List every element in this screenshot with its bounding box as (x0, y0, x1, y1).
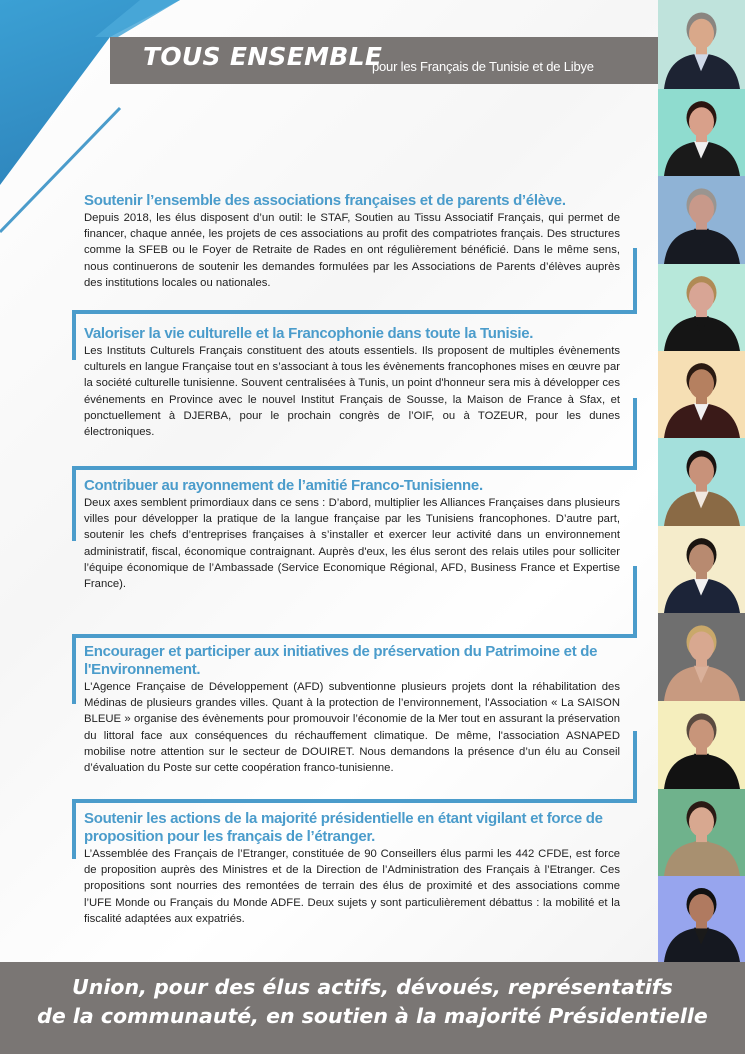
person-photo-icon (658, 264, 745, 351)
section-associations (84, 192, 620, 291)
portrait-1 (658, 0, 745, 90)
section-title: Soutenir l’ensemble des associations françaises et de parents d’élève. (84, 192, 566, 209)
person-photo-icon (658, 613, 745, 701)
portrait-strip (658, 0, 745, 962)
person-photo-icon (658, 789, 745, 876)
portrait-11 (658, 876, 745, 963)
page-subtitle: pour les Français de Tunisie et de Libye (372, 59, 594, 74)
bracket-right (633, 731, 637, 803)
bracket-left (72, 466, 76, 541)
section-body: Les Instituts Culturels Français constituent des atouts essentiels. Ils proposent de multiples évènements culturels en langue Française tout en s’associant à tous les évènements francophones mises en œuvre par la société culturelle tunisienne. Souvent centralisées à Tunis, un point d'honneur sera mis à développer ces événements en Province avec le nouvel Institut Français de Sousse, la Maison de France à Sfax, et ponctuellement à DJERBA, pour le prochain congrès de l’OIF, ou à TOZEUR, pour les dunes électroniques. (84, 345, 620, 439)
portrait-5 (658, 351, 745, 439)
bracket-divider (72, 799, 637, 803)
person-photo-icon (658, 876, 745, 962)
person-photo-icon (658, 351, 745, 438)
section-culture (84, 325, 620, 440)
footer-line-2: de la communauté, en soutien à la majorité Présidentielle (37, 1004, 708, 1028)
bracket-right (633, 248, 637, 313)
bracket-divider (72, 634, 637, 638)
section-title: Encourager et participer aux initiatives de préservation du Patrimoine et de l'Environnement. (84, 643, 598, 678)
portrait-4 (658, 264, 745, 352)
portrait-6 (658, 438, 745, 527)
section-title: Soutenir les actions de la majorité présidentielle en étant vigilant et force de proposition pour les français de l’étranger. (84, 810, 603, 845)
portrait-8 (658, 613, 745, 702)
person-photo-icon (658, 526, 745, 613)
portrait-7 (658, 526, 745, 614)
bracket-left (72, 799, 76, 859)
section-title: Contribuer au rayonnement de l’amitié Franco-Tunisienne. (84, 477, 483, 494)
bracket-right (633, 566, 637, 638)
footer-line-1: Union, pour des élus actifs, dévoués, représentatifs (72, 975, 673, 999)
bracket-right (633, 398, 637, 470)
section-friendship (84, 477, 620, 592)
page-title: TOUS ENSEMBLE (143, 42, 383, 71)
section-body: Depuis 2018, les élus disposent d’un outil: le STAF, Soutien au Tissu Associatif Français, qui permet de financer, chaque année, les projets de ces associations au profit des compatriotes français. Des structures comme la SFEB ou le Foyer de Retraite de Rades en ont régulièrement bénéficié. Dans le même sens, nous continuerons de soutenir les demandes formulées par les Associations de Parents d’élèves auprès des institutions locales ou nationales. (84, 212, 620, 289)
portrait-9 (658, 701, 745, 790)
bracket-left (72, 310, 76, 360)
portrait-10 (658, 789, 745, 877)
footer-slogan (0, 973, 745, 1031)
bracket-left (72, 634, 76, 704)
section-heritage (84, 643, 620, 776)
bracket-divider (72, 466, 637, 470)
portrait-3 (658, 176, 745, 265)
bracket-divider (72, 310, 637, 314)
person-photo-icon (658, 176, 745, 264)
person-photo-icon (658, 0, 745, 89)
section-title: Valoriser la vie culturelle et la Francophonie dans toute la Tunisie. (84, 325, 534, 342)
person-photo-icon (658, 701, 745, 789)
person-photo-icon (658, 89, 745, 176)
section-body: Deux axes semblent primordiaux dans ce sens : D’abord, multiplier les Alliances Françaises dans plusieurs villes pour développer la pratique de la langue française par les Tunisiens francophones. D’autre part, soutenir les chefs d’entreprises françaises à s’installer et exercer leur activité dans un environnement administratif, fiscal, économique contraignant. Auprès d'eux, les élus seront des relais utiles pour solliciter l’équipe économique de l’Ambassade (Service Economique Régional, AFD, Business France et Expertise France). (84, 497, 620, 591)
person-photo-icon (658, 438, 745, 526)
section-body: L'Agence Française de Développement (AFD) subventionne plusieurs projets dont la réhabilitation des Médinas de plusieurs grandes villes. Quant à la protection de l’environnement, l'Association « La SAISON BLEUE » organise des évènements pour promouvoir l’économie de la Mer tout en assurant la préservation du littoral face aux conséquences du réchauffement climatique. De même, l'association ASNAPED mobilise notre attention sur le secteur de DOUIRET. Nous demandons la présence d’un élu au Conseil d’évaluation du Poste sur cette coopération franco-tunisienne. (84, 681, 620, 775)
section-body: L’Assemblée des Français de l’Etranger, constituée de 90 Conseillers élus parmi les 442 CFDE, est force de proposition auprès des Ministres et de la Direction de l’Administration des Français à l’Etranger. Ces propositions sont nourries des remontées de terrain des élus de proximité et des associations comme l’UFE Monde ou Français du Monde ADFE. Deux sujets y sont particulièrement débattus : la mobilité et la fiscalité adaptées aux expatriés. (84, 848, 620, 925)
section-majority (84, 810, 620, 927)
portrait-2 (658, 89, 745, 177)
